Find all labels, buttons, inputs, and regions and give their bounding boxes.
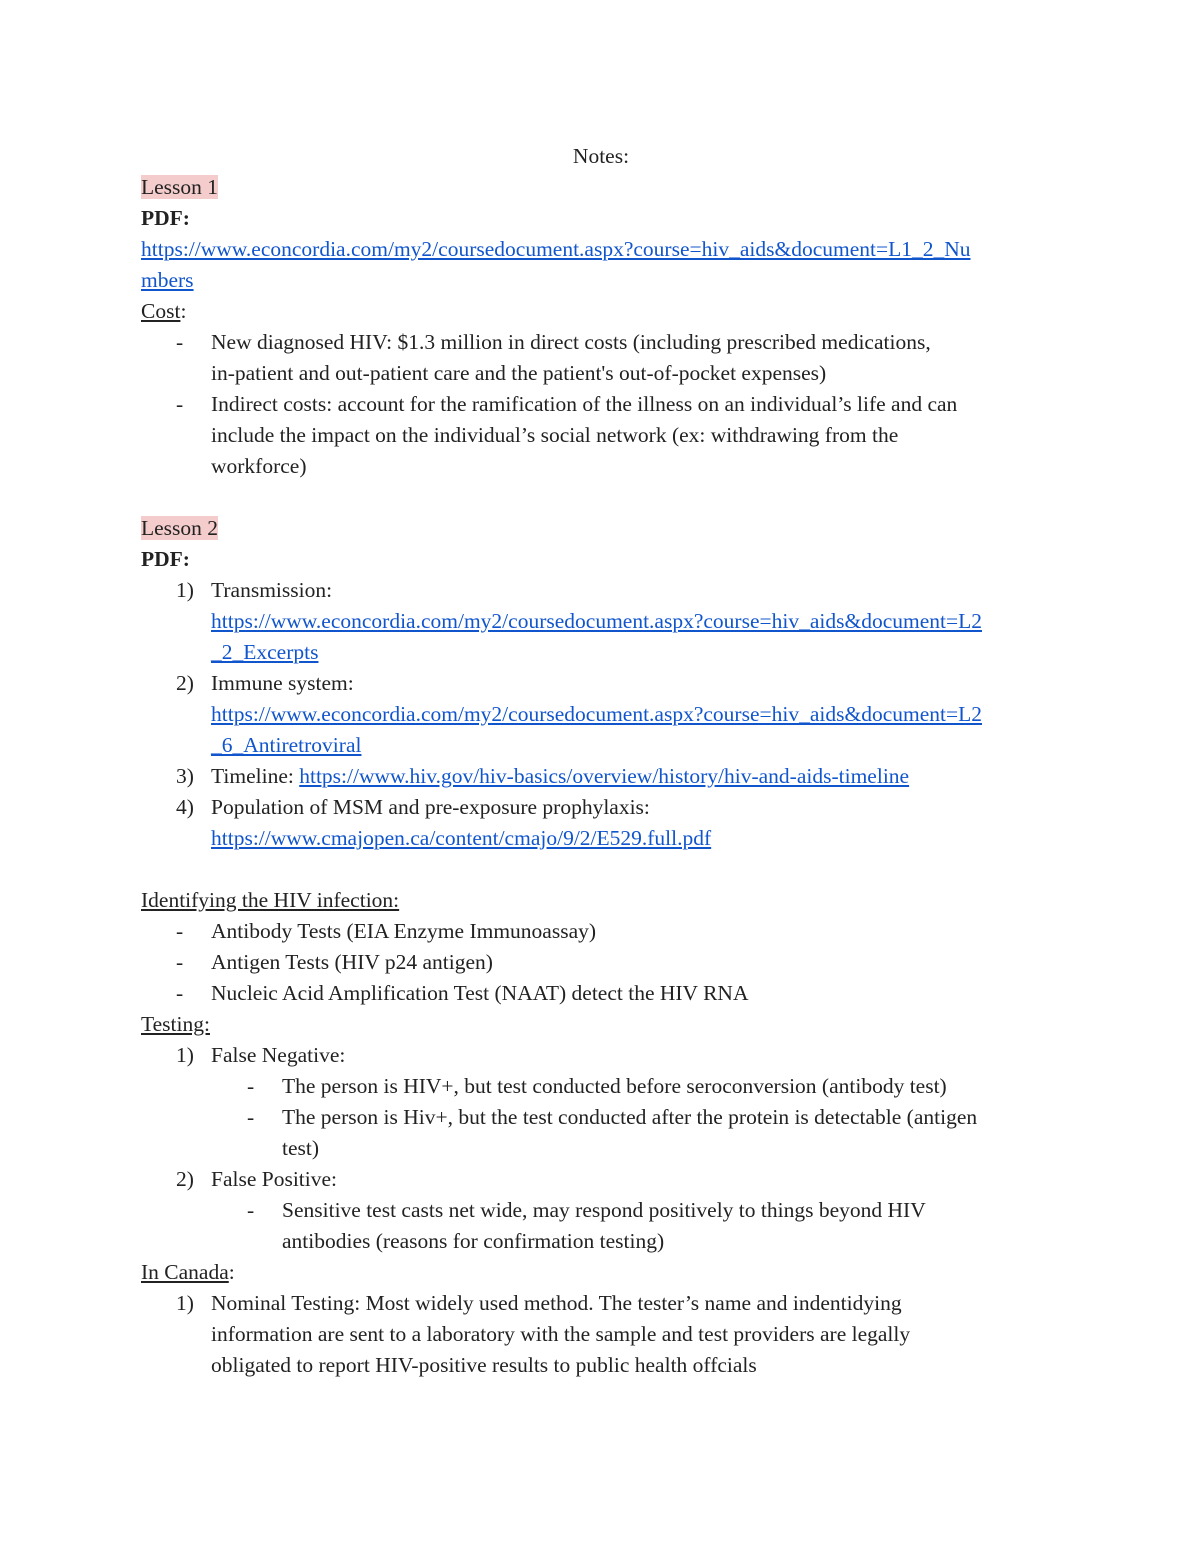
list-item-continued: in-patient and out-patient care and the patient's out-of-pocket expenses) xyxy=(211,361,827,385)
list-item: - Indirect costs: account for the ramification of the illness on an individual’s life and can xyxy=(141,389,1061,420)
bullet-dash: - xyxy=(176,981,184,1005)
testing-heading: Testing: xyxy=(141,1012,210,1036)
list-item: 1) False Negative: xyxy=(176,1043,346,1067)
lesson-1-pdf-link-continued[interactable]: mbers xyxy=(141,268,194,292)
list-item: 4) Population of MSM and pre-exposure prophylaxis: xyxy=(176,795,650,819)
msm-prep-link[interactable]: https://www.cmajopen.ca/content/cmajo/9/2/E529.full.pdf xyxy=(211,826,712,850)
list-item: 1) Transmission: xyxy=(176,578,333,602)
list-item: 2) Immune system: xyxy=(176,671,354,695)
list-item: - Antibody Tests (EIA Enzyme Immunoassay) xyxy=(141,916,1061,947)
lesson-1-section xyxy=(141,172,1061,203)
bullet-dash: - xyxy=(247,1074,255,1098)
list-item: 2) False Positive: xyxy=(176,1167,338,1191)
lesson-1-heading: Lesson 1 xyxy=(141,175,219,199)
sub-list-item: - Sensitive test casts net wide, may respond positively to things beyond HIV xyxy=(141,1195,1061,1226)
lesson-2-pdf-label: PDF: xyxy=(141,547,190,571)
transmission-link[interactable]: https://www.econcordia.com/my2/coursedocument.aspx?course=hiv_aids&document=L2 xyxy=(211,609,982,633)
sub-list-item-continued: antibodies (reasons for confirmation testing) xyxy=(282,1229,665,1253)
list-item: - New diagnosed HIV: $1.3 million in direct costs (including prescribed medications, xyxy=(141,327,1061,358)
lesson-2-section xyxy=(141,513,1061,544)
bullet-dash: - xyxy=(176,950,184,974)
lesson-1-pdf-label: PDF: xyxy=(141,206,190,230)
lesson-1-pdf-link[interactable]: https://www.econcordia.com/my2/coursedocument.aspx?course=hiv_aids&document=L1_2_Nu xyxy=(141,237,971,261)
document-body xyxy=(141,141,1061,1381)
identifying-heading: Identifying the HIV infection: xyxy=(141,888,400,912)
list-item-continued: include the impact on the individual’s social network (ex: withdrawing from the xyxy=(211,423,899,447)
canada-heading: In Canada: xyxy=(141,1260,235,1284)
bullet-dash: - xyxy=(247,1198,255,1222)
bullet-dash: - xyxy=(247,1105,255,1129)
lesson-2-heading: Lesson 2 xyxy=(141,516,219,540)
list-item: 1) Nominal Testing: Most widely used method. The tester’s name and indentidying xyxy=(176,1291,902,1315)
immune-system-link-continued[interactable]: _6_Antiretroviral xyxy=(211,733,362,757)
sub-list-item: - The person is HIV+, but test conducted before seroconversion (antibody test) xyxy=(141,1071,1061,1102)
list-item-continued: workforce) xyxy=(211,454,307,478)
bullet-dash: - xyxy=(176,330,184,354)
list-item-continued: obligated to report HIV-positive results to public health offcials xyxy=(211,1353,757,1377)
list-item: - Antigen Tests (HIV p24 antigen) xyxy=(141,947,1061,978)
bullet-dash: - xyxy=(176,919,184,943)
cost-heading: Cost: xyxy=(141,299,187,323)
timeline-link[interactable]: https://www.hiv.gov/hiv-basics/overview/history/hiv-and-aids-timeline xyxy=(299,764,910,788)
transmission-link-continued[interactable]: _2_Excerpts xyxy=(211,640,319,664)
list-item: - Nucleic Acid Amplification Test (NAAT) detect the HIV RNA xyxy=(141,978,1061,1009)
immune-system-link[interactable]: https://www.econcordia.com/my2/coursedocument.aspx?course=hiv_aids&document=L2 xyxy=(211,702,982,726)
list-item: 3) Timeline: https://www.hiv.gov/hiv-basics/overview/history/hiv-and-aids-timeline xyxy=(176,764,910,788)
sub-list-item: - The person is Hiv+, but the test conducted after the protein is detectable (antigen xyxy=(141,1102,1061,1133)
page-title: Notes: xyxy=(572,144,630,168)
list-item-continued: information are sent to a laboratory with the sample and test providers are legally xyxy=(211,1322,911,1346)
cost-list xyxy=(141,327,1061,482)
sub-list-item-continued: test) xyxy=(282,1136,320,1160)
bullet-dash: - xyxy=(176,392,184,416)
